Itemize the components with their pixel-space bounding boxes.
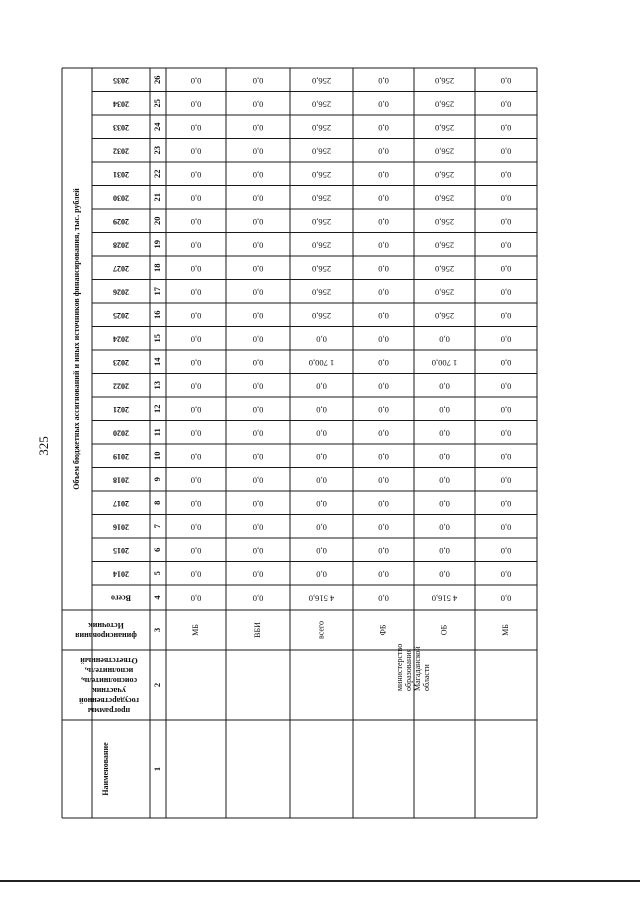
column-number: 15 — [151, 334, 162, 343]
column-number: 4 — [151, 595, 162, 600]
year-label: 2021 — [113, 404, 129, 414]
cell-value: 1 700,0 — [308, 357, 335, 368]
cell-value: 0,0 — [378, 545, 389, 556]
cell-value: 0,0 — [439, 498, 450, 509]
cell-value: 0,0 — [190, 169, 202, 180]
executor-header-line: программы — [87, 706, 131, 716]
cell-value: 0,0 — [378, 193, 389, 204]
cell-value: 0,0 — [190, 522, 202, 533]
cell-value: 0,0 — [500, 240, 512, 251]
executor-header-line: исполнитель, — [84, 666, 134, 676]
cell-value: 0,0 — [439, 451, 450, 462]
cell-value: 0,0 — [190, 428, 202, 439]
cell-value: 0,0 — [378, 122, 389, 133]
cell-value: 0,0 — [378, 287, 389, 298]
cell-value: 0,0 — [316, 334, 327, 345]
cell-value: 0,0 — [252, 334, 264, 345]
cell-value: 0,0 — [378, 310, 389, 321]
cell-value: 0,0 — [252, 498, 264, 509]
cell-value: 0,0 — [500, 498, 512, 509]
cell-value: 0,0 — [190, 404, 202, 415]
cell-value: 256,0 — [311, 193, 332, 204]
cell-value: 0,0 — [316, 498, 327, 509]
cell-value: 256,0 — [434, 263, 455, 274]
cell-value: 0,0 — [252, 146, 264, 157]
cell-total: 0,0 — [190, 593, 202, 604]
column-number: 16 — [151, 310, 162, 319]
cell-value: 256,0 — [434, 99, 455, 110]
source-header-line2: финансирования — [75, 631, 137, 641]
cell-value: 0,0 — [316, 569, 327, 580]
year-label: 2018 — [113, 475, 129, 485]
column-number: 5 — [151, 571, 162, 576]
column-number: 2 — [151, 682, 162, 688]
table-text — [72, 76, 511, 796]
cell-value: 0,0 — [500, 122, 512, 133]
title-header: Объем бюджетных ассигнований и иных источников финансирования, тыс. рублей — [71, 188, 81, 490]
column-number: 20 — [151, 216, 162, 225]
cell-value: 0,0 — [378, 451, 389, 462]
year-label: 2025 — [113, 310, 129, 320]
cell-total: 4 516,0 — [308, 593, 335, 604]
cell-value: 0,0 — [500, 381, 512, 392]
executor-name-line: области — [421, 664, 431, 691]
cell-total: 0,0 — [378, 593, 389, 604]
cell-value: 0,0 — [316, 428, 327, 439]
cell-value: 1 700,0 — [431, 357, 458, 368]
cell-total: 4 516,0 — [431, 593, 458, 604]
cell-value: 256,0 — [434, 193, 455, 204]
column-number: 13 — [151, 381, 162, 390]
year-label: 2020 — [113, 428, 129, 438]
cell-value: 256,0 — [434, 287, 455, 298]
cell-value: 0,0 — [252, 545, 264, 556]
cell-value: 0,0 — [378, 75, 389, 86]
cell-value: 256,0 — [311, 99, 332, 110]
cell-value: 0,0 — [190, 498, 202, 509]
cell-value: 0,0 — [252, 428, 264, 439]
cell-value: 0,0 — [378, 334, 389, 345]
cell-value: 0,0 — [316, 475, 327, 486]
cell-value: 0,0 — [252, 475, 264, 486]
cell-value: 0,0 — [252, 240, 264, 251]
cell-value: 0,0 — [316, 522, 327, 533]
cell-value: 0,0 — [190, 381, 202, 392]
cell-value: 0,0 — [378, 357, 389, 368]
column-number: 3 — [151, 627, 162, 633]
cell-value: 0,0 — [252, 122, 264, 133]
cell-value: 0,0 — [439, 545, 450, 556]
cell-value: 0,0 — [316, 404, 327, 415]
year-label: 2032 — [113, 146, 129, 156]
year-label: 2031 — [113, 169, 129, 179]
column-number: 21 — [151, 193, 162, 202]
cell-value: 256,0 — [434, 240, 455, 251]
cell-value: 0,0 — [252, 310, 264, 321]
total-label: Всего — [111, 593, 131, 603]
cell-value: 0,0 — [378, 381, 389, 392]
bottom-rule — [0, 880, 640, 882]
cell-value: 0,0 — [439, 334, 450, 345]
cell-value: 0,0 — [252, 99, 264, 110]
column-number: 12 — [151, 404, 162, 413]
cell-value: 256,0 — [311, 263, 332, 274]
cell-value: 0,0 — [439, 428, 450, 439]
cell-value: 0,0 — [500, 263, 512, 274]
cell-value: 0,0 — [316, 451, 327, 462]
cell-value: 0,0 — [378, 428, 389, 439]
cell-value: 0,0 — [378, 169, 389, 180]
cell-value: 0,0 — [378, 146, 389, 157]
column-number: 19 — [151, 240, 162, 249]
cell-value: 0,0 — [252, 263, 264, 274]
year-label: 2035 — [113, 75, 129, 85]
cell-value: 0,0 — [439, 522, 450, 533]
year-label: 2014 — [113, 569, 129, 579]
cell-value: 0,0 — [378, 216, 389, 227]
cell-value: 0,0 — [439, 475, 450, 486]
cell-value: 256,0 — [311, 146, 332, 157]
cell-value: 0,0 — [500, 357, 512, 368]
cell-value: 0,0 — [500, 475, 512, 486]
cell-value: 0,0 — [500, 287, 512, 298]
year-label: 2029 — [113, 216, 129, 226]
cell-value: 256,0 — [434, 146, 455, 157]
cell-value: 0,0 — [316, 381, 327, 392]
column-number: 25 — [151, 99, 162, 108]
cell-total: 0,0 — [500, 593, 512, 604]
cell-value: 0,0 — [252, 216, 264, 227]
column-number: 11 — [151, 428, 162, 437]
year-label: 2024 — [113, 334, 129, 344]
year-label: 2015 — [113, 545, 129, 555]
column-number: 23 — [151, 146, 162, 155]
cell-value: 0,0 — [500, 334, 512, 345]
cell-value: 0,0 — [500, 75, 512, 86]
cell-value: 0,0 — [252, 357, 264, 368]
cell-value: 0,0 — [378, 240, 389, 251]
cell-value: 0,0 — [190, 357, 202, 368]
cell-value: 0,0 — [190, 99, 202, 110]
cell-value: 0,0 — [190, 75, 202, 86]
cell-value: 0,0 — [439, 404, 450, 415]
year-label: 2022 — [113, 381, 129, 391]
cell-value: 0,0 — [252, 169, 264, 180]
cell-value: 0,0 — [190, 122, 202, 133]
cell-value: 256,0 — [311, 287, 332, 298]
column-number: 1 — [151, 766, 162, 772]
cell-value: 256,0 — [311, 75, 332, 86]
cell-value: 0,0 — [378, 99, 389, 110]
executor-header-line: участник — [92, 686, 126, 696]
executor-name-line: образования — [403, 648, 413, 691]
cell-value: 0,0 — [500, 522, 512, 533]
cell-value: 0,0 — [378, 498, 389, 509]
cell-value: 0,0 — [190, 240, 202, 251]
cell-value: 256,0 — [311, 240, 332, 251]
cell-value: 0,0 — [316, 545, 327, 556]
name-header: Наименование — [100, 742, 110, 796]
year-label: 2017 — [113, 498, 129, 508]
year-label: 2033 — [113, 122, 129, 132]
cell-value: 0,0 — [252, 451, 264, 462]
cell-value: 256,0 — [311, 122, 332, 133]
cell-value: 0,0 — [190, 263, 202, 274]
cell-value: 0,0 — [252, 522, 264, 533]
source-label: ВБИ — [252, 622, 262, 638]
cell-value: 0,0 — [190, 334, 202, 345]
cell-value: 0,0 — [439, 569, 450, 580]
cell-value: 0,0 — [252, 404, 264, 415]
cell-value: 256,0 — [434, 310, 455, 321]
cell-value: 0,0 — [500, 169, 512, 180]
year-label: 2023 — [113, 357, 129, 367]
cell-value: 0,0 — [190, 287, 202, 298]
column-number: 7 — [151, 524, 162, 529]
column-number: 26 — [151, 75, 162, 84]
cell-value: 0,0 — [252, 569, 264, 580]
cell-value: 0,0 — [378, 569, 389, 580]
cell-value: 0,0 — [500, 451, 512, 462]
cell-value: 0,0 — [190, 545, 202, 556]
source-header-line1: Источник — [88, 621, 124, 631]
source-label: ОБ — [439, 624, 449, 636]
cell-value: 0,0 — [190, 193, 202, 204]
cell-value: 256,0 — [434, 122, 455, 133]
executor-header-line: государственной — [78, 696, 140, 706]
cell-value: 0,0 — [252, 75, 264, 86]
source-label: МБ — [500, 624, 510, 636]
executor-name-line: министерство — [394, 643, 404, 691]
column-number: 22 — [151, 169, 162, 178]
cell-value: 0,0 — [378, 404, 389, 415]
cell-value: 0,0 — [252, 193, 264, 204]
cell-value: 0,0 — [500, 146, 512, 157]
cell-value: 0,0 — [378, 263, 389, 274]
executor-header-line: соисполнитель, — [80, 676, 138, 686]
column-number: 6 — [151, 547, 162, 552]
column-number: 10 — [151, 451, 162, 460]
cell-value: 0,0 — [190, 146, 202, 157]
year-label: 2026 — [113, 287, 129, 297]
page-number: 325 — [36, 436, 51, 456]
source-label: МБ — [190, 624, 200, 636]
cell-value: 0,0 — [500, 193, 512, 204]
cell-value: 0,0 — [500, 545, 512, 556]
cell-value: 0,0 — [190, 216, 202, 227]
year-label: 2034 — [113, 99, 129, 109]
cell-value: 256,0 — [434, 75, 455, 86]
cell-value: 0,0 — [500, 404, 512, 415]
cell-value: 0,0 — [500, 569, 512, 580]
year-label: 2027 — [113, 263, 129, 273]
column-number: 18 — [151, 263, 162, 272]
cell-value: 256,0 — [311, 169, 332, 180]
cell-value: 0,0 — [378, 475, 389, 486]
cell-value: 0,0 — [190, 569, 202, 580]
cell-value: 0,0 — [439, 381, 450, 392]
column-number: 8 — [151, 500, 162, 505]
cell-value: 256,0 — [311, 216, 332, 227]
cell-value: 0,0 — [252, 381, 264, 392]
source-label: всего — [316, 620, 326, 640]
cell-value: 256,0 — [311, 310, 332, 321]
cell-value: 256,0 — [434, 216, 455, 227]
executor-header-line: Ответственный — [80, 656, 138, 666]
year-label: 2016 — [113, 522, 129, 532]
cell-value: 0,0 — [378, 522, 389, 533]
cell-value: 0,0 — [500, 99, 512, 110]
cell-value: 0,0 — [500, 216, 512, 227]
executor-name-line: Магаданской — [412, 646, 422, 691]
cell-total: 0,0 — [252, 593, 264, 604]
year-label: 2028 — [113, 240, 129, 250]
year-label: 2030 — [113, 193, 129, 203]
column-number: 14 — [151, 357, 162, 366]
cell-value: 256,0 — [434, 169, 455, 180]
cell-value: 0,0 — [190, 475, 202, 486]
cell-value: 0,0 — [190, 451, 202, 462]
year-label: 2019 — [113, 451, 129, 461]
column-number: 17 — [151, 287, 162, 296]
column-number: 9 — [151, 477, 162, 482]
source-label: ФБ — [378, 624, 388, 636]
cell-value: 0,0 — [500, 428, 512, 439]
cell-value: 0,0 — [500, 310, 512, 321]
column-number: 24 — [151, 122, 162, 131]
cell-value: 0,0 — [252, 287, 264, 298]
cell-value: 0,0 — [190, 310, 202, 321]
